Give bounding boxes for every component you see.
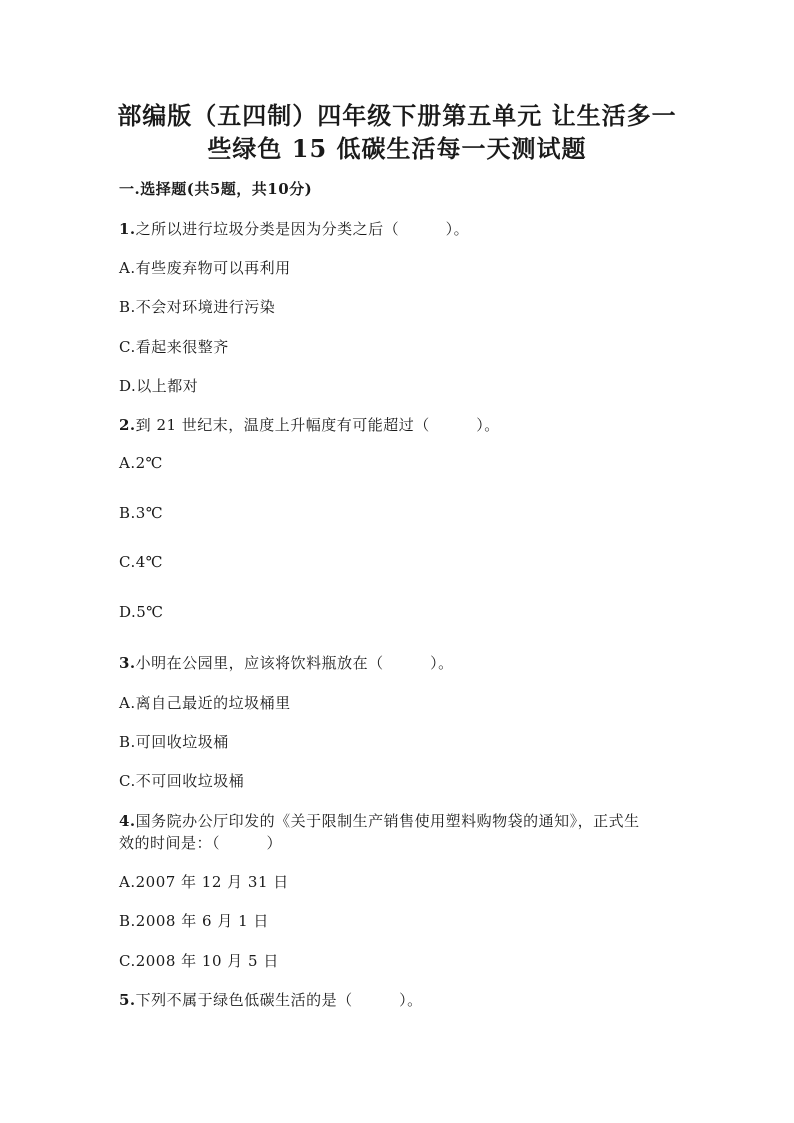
question-text: 国务院办公厅印发的《关于限制生产销售使用塑料购物袋的通知》，正式生	[135, 812, 640, 830]
question-4-option-c: C.2008 年 10 月 5 日	[119, 952, 279, 970]
question-1-option-b: B.不会对环境进行污染	[119, 298, 276, 316]
question-5	[119, 989, 423, 1010]
question-2-option-c: C.4℃	[119, 553, 164, 571]
question-2-option-b: B.3℃	[119, 504, 164, 522]
question-4-option-a: A.2007 年 12 月 31 日	[119, 873, 289, 891]
question-1-option-a: A.有些废弃物可以再利用	[119, 259, 291, 277]
question-1	[119, 218, 469, 239]
question-4	[119, 810, 640, 831]
question-text: 之所以进行垃圾分类是因为分类之后（ ）。	[135, 220, 470, 238]
question-number: 1.	[119, 220, 136, 238]
question-number: 4.	[119, 812, 136, 830]
question-text: 到 21 世纪末，温度上升幅度有可能超过（ ）。	[135, 416, 500, 434]
question-2-option-a: A.2℃	[119, 454, 163, 472]
question-1-option-d: D.以上都对	[119, 377, 199, 395]
question-number: 5.	[119, 991, 136, 1009]
page-title-line-2: 些绿色 15 低碳生活每一天测试题	[207, 134, 587, 163]
section-heading: 一.选择题(共5题，共10分)	[119, 180, 313, 198]
question-4-option-b: B.2008 年 6 月 1 日	[119, 912, 269, 930]
question-3-option-a: A.离自己最近的垃圾桶里	[119, 694, 291, 712]
question-1-option-c: C.看起来很整齐	[119, 338, 229, 356]
page-title-line-1: 部编版（五四制）四年级下册第五单元 让生活多一	[117, 101, 677, 130]
question-2-option-d: D.5℃	[119, 603, 164, 621]
question-number: 2.	[119, 416, 136, 434]
question-3-option-b: B.可回收垃圾桶	[119, 733, 229, 751]
question-2	[119, 414, 500, 435]
question-number: 3.	[119, 654, 136, 672]
question-text: 下列不属于绿色低碳生活的是（ ）。	[135, 991, 423, 1009]
question-3-option-c: C.不可回收垃圾桶	[119, 772, 245, 790]
question-3	[119, 652, 454, 673]
question-4-continued: 效的时间是：（ ）	[119, 834, 283, 852]
question-text: 小明在公园里，应该将饮料瓶放在（ ）。	[135, 654, 454, 672]
